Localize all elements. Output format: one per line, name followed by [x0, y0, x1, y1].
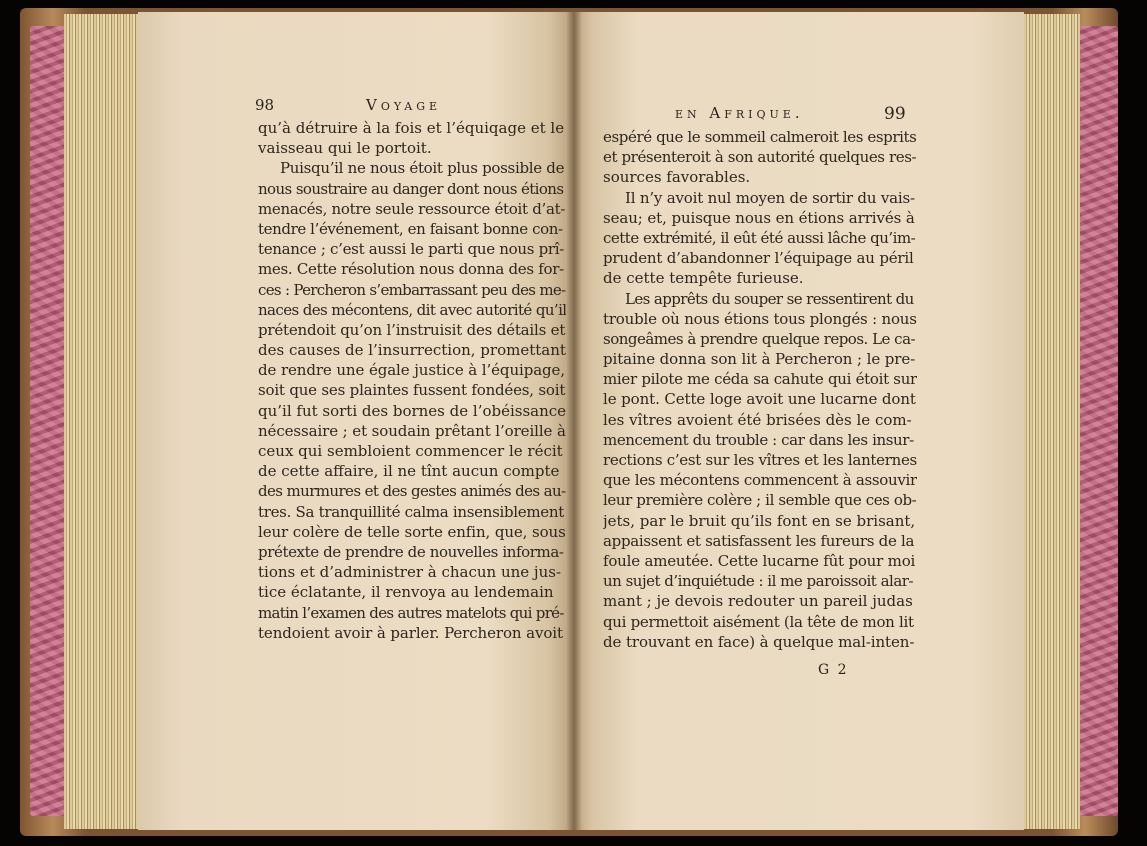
left-running-head: Voyage — [366, 96, 442, 114]
text-line: mant ; je devois redouter un pareil judas — [603, 592, 913, 611]
text-line: des murmures et des gestes animés des au- — [258, 482, 566, 501]
text-line: matin l’examen des autres matelots qui pré- — [258, 603, 564, 622]
text-line: tendre l’événement, en faisant bonne con- — [258, 219, 563, 238]
text-line: ces : Percheron s’embarrassant peu des me- — [258, 280, 566, 299]
text-line: le pont. Cette loge avoit une lucarne dont — [603, 390, 916, 409]
text-line: prudent d’abandonner l’équipage au péril — [603, 249, 914, 268]
text-line: tice éclatante, il renvoya au lendemain — [258, 583, 554, 602]
text-line: ceux qui sembloient commencer le récit — [258, 442, 563, 460]
text-line: seau; et, puisque nous en étions arrivés à — [603, 208, 915, 227]
text-line: qu’il fut sorti des bornes de l’obéissance — [258, 401, 566, 420]
left-page-number: 98 — [255, 96, 275, 114]
text-line: leur première colère ; il semble que ces ob- — [603, 491, 917, 510]
text-line: menacés, notre seule ressource étoit d’at- — [258, 199, 566, 218]
text-line: vaisseau qui le portoit. — [258, 139, 432, 158]
text-line: des causes de l’insurrection, promettant — [258, 341, 566, 360]
right-page-number: 99 — [884, 104, 906, 124]
text-line: tions et d’administrer à chacun une jus- — [258, 563, 562, 582]
text-line: que les mécontens commencent à assouvir — [603, 471, 917, 490]
text-line: prétexte de prendre de nouvelles informa- — [258, 542, 564, 561]
text-line: tenance ; c’est aussi le parti que nous prî- — [258, 240, 565, 259]
book-gutter — [566, 12, 582, 830]
text-line: de cette tempête furieuse. — [603, 269, 804, 288]
text-line: trouble où nous étions tous plongés : nous — [603, 309, 917, 328]
text-line: songeâmes à prendre quelque repos. Le ca- — [603, 329, 916, 348]
marbled-edge-right — [1076, 26, 1118, 816]
text-line: Les apprêts du souper se ressentirent du — [625, 289, 914, 308]
text-line: mencement du trouble : car dans les insur- — [603, 430, 914, 449]
text-line: nécessaire ; et soudain prêtant l’oreille à — [258, 421, 566, 440]
text-line: de rendre une égale justice à l’équipage, — [258, 361, 565, 380]
text-line: mes. Cette résolution nous donna des for- — [258, 260, 564, 279]
text-line: leur colère de telle sorte enfin, que, sous — [258, 522, 566, 541]
page-edges-right — [1018, 14, 1080, 829]
text-line: de cette affaire, il ne tînt aucun compte — [258, 462, 560, 481]
text-line: mier pilote me céda sa cahute qui étoit sur — [603, 370, 917, 389]
text-line: et présenteroit à son autorité quelques res- — [603, 148, 917, 167]
signature-mark: G 2 — [818, 662, 849, 678]
text-line: Il n’y avoit nul moyen de sortir du vais- — [625, 188, 915, 207]
text-line: appaissent et satisfassent les fureurs de la — [603, 531, 915, 550]
text-line: jets, par le bruit qu’ils font en se brisant, — [603, 511, 916, 530]
right-page-text — [603, 127, 917, 652]
text-line: un sujet d’inquiétude : il me paroissoit alar- — [603, 572, 914, 591]
text-line: foule ameutée. Cette lucarne fût pour moi — [603, 551, 916, 570]
text-line: tendoient avoir à parler. Percheron avoit — [258, 623, 563, 642]
text-line: nous soustraire au danger dont nous étions — [258, 179, 564, 198]
text-line: tres. Sa tranquillité calma insensiblement — [258, 502, 564, 521]
text-line: pitaine donna son lit à Percheron ; le pre- — [603, 350, 916, 369]
text-line: qui permettoit aisément (la tête de mon lit — [603, 612, 914, 631]
text-line: Puisqu’il ne nous étoit plus possible de — [280, 159, 565, 178]
text-line: les vîtres avoient été brisées dès le com- — [603, 410, 912, 429]
left-page-text — [258, 118, 566, 643]
right-running-head: en Afrique. — [675, 104, 804, 122]
text-line: de trouvant en face) à quelque mal-inten- — [603, 632, 915, 651]
text-line: soit que ses plaintes fussent fondées, soit — [258, 381, 566, 400]
text-line: naces des mécontens, dit avec autorité qu’il — [258, 300, 566, 319]
text-line: espéré que le sommeil calmeroit les esprits — [603, 128, 917, 146]
page-edges-left — [64, 14, 142, 829]
text-line: qu’à détruire à la fois et l’équiqage et le — [258, 119, 565, 137]
text-line: sources favorables. — [603, 168, 751, 187]
text-line: prétendoit qu’on l’instruisit des détails et — [258, 320, 566, 339]
text-line: rections c’est sur les vîtres et les lanternes — [603, 451, 917, 469]
text-line: cette extrémité, il eût été aussi lâche qu’im- — [603, 228, 916, 247]
